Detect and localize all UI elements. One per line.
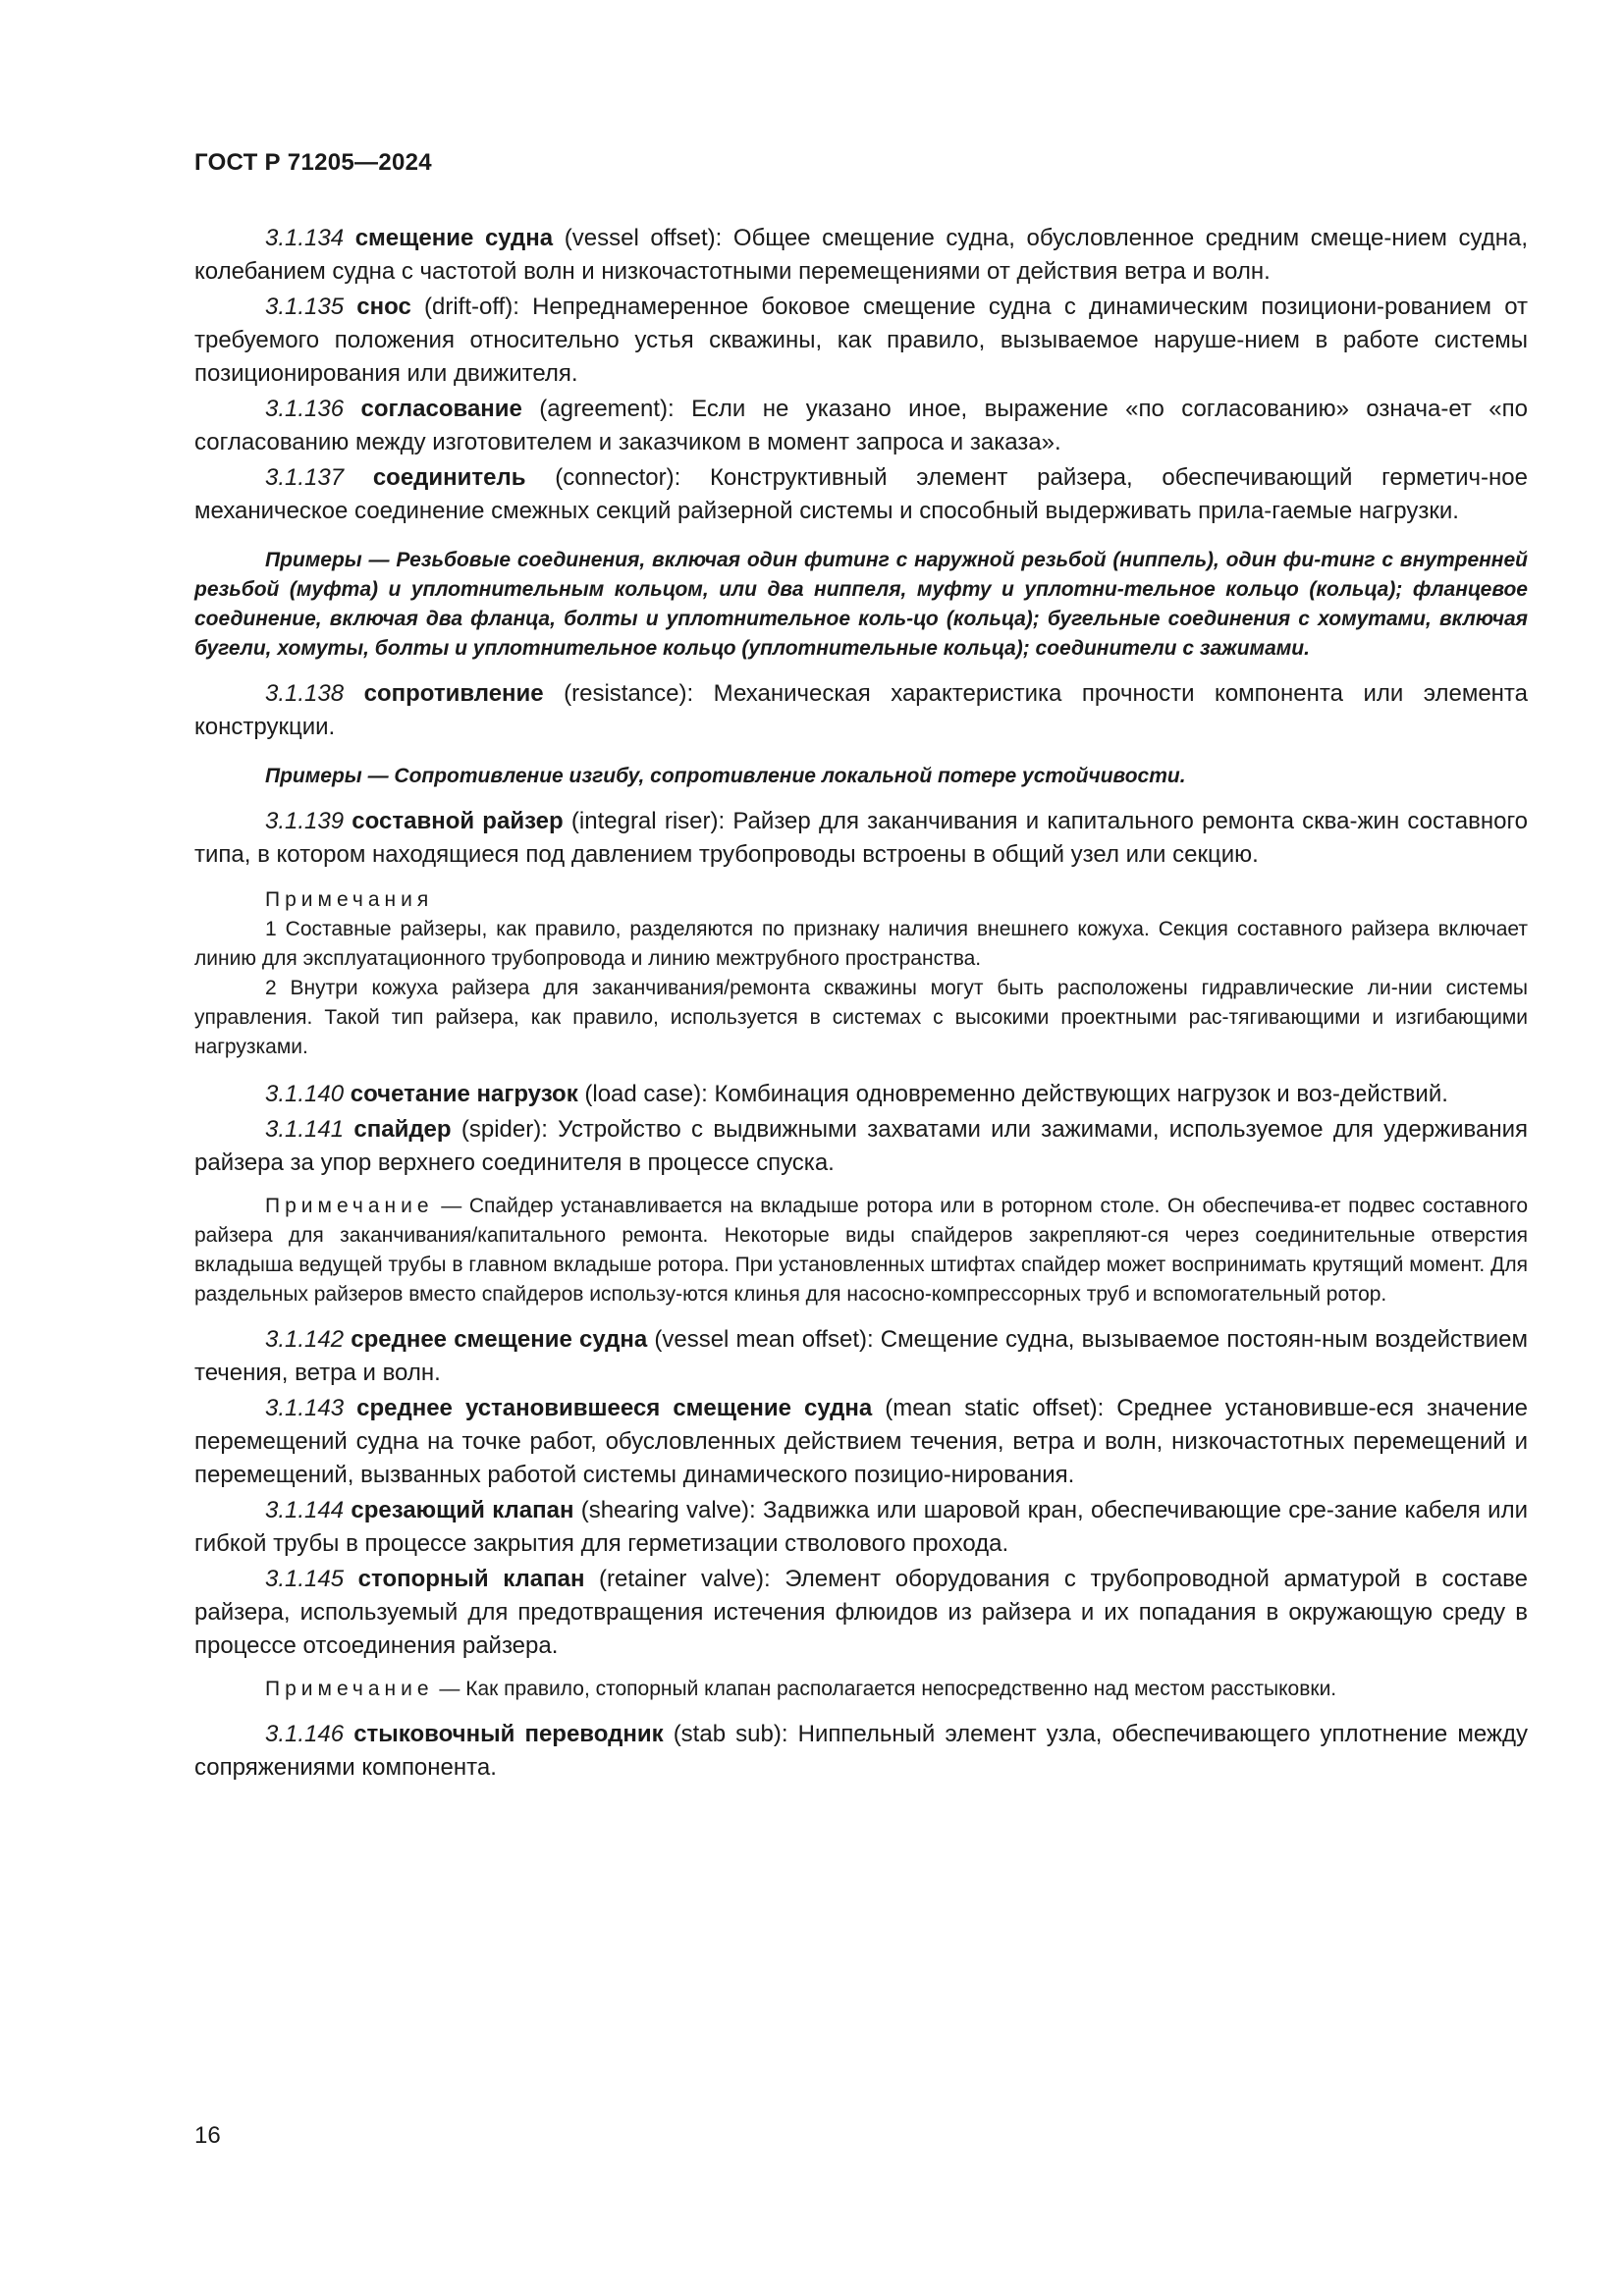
term-3-1-142 (194, 1323, 1528, 1390)
term-definition: (spider): Устройство с выдвижными захватами или зажимами, используемое для удерживания райзера за упор верхнего соединителя в процессе спуска. (194, 1116, 1528, 1176)
term-number: 3.1.146 (265, 1721, 345, 1747)
term-definition: (shearing valve): Задвижка или шаровой кран, обеспечивающие сре-зание кабеля или гибкой трубы в процессе закрытия для герметизации стволового прохода. (194, 1497, 1528, 1557)
note-text: — Как правило, стопорный клапан располагается непосредственно над местом расстыковки. (433, 1678, 1337, 1700)
term-name: сочетание нагрузок (350, 1081, 578, 1107)
term-name: согласование (360, 396, 522, 422)
term-3-1-143 (194, 1392, 1528, 1492)
term-name: срезающий клапан (351, 1497, 574, 1523)
term-3-1-136 (194, 393, 1528, 459)
term-3-1-141 (194, 1113, 1528, 1180)
term-definition: (retainer valve): Элемент оборудования с трубопроводной арматурой в составе райзера, используемый для предотвращения истечения флюидов из райзера и их попадания в окружающую среду в процессе отсоединения райзера. (194, 1566, 1528, 1659)
term-number: 3.1.139 (265, 808, 345, 834)
term-name: смещение судна (354, 225, 554, 251)
notes-heading: Примечания (265, 888, 434, 911)
term-definition: (vessel mean offset): Смещение судна, вызываемое постоян-ным воздействием течения, ветра и волн. (194, 1326, 1529, 1386)
term-name: стопорный клапан (357, 1566, 585, 1592)
term-number: 3.1.136 (265, 396, 345, 422)
term-number: 3.1.137 (265, 464, 345, 491)
term-3-1-138 (194, 677, 1528, 744)
term-name: соединитель (372, 464, 526, 491)
term-number: 3.1.140 (265, 1081, 345, 1107)
term-number: 3.1.142 (265, 1326, 345, 1353)
note-label: Примечание (265, 1678, 434, 1700)
note-3-1-145 (194, 1675, 1528, 1704)
term-definition: (mean static offset): Среднее установивше-еся значение перемещений судна на точке работ, обусловленных действием течения, ветра и волн, низкочастотных перемещений и перемещений, вызванных работой системы динамического позицио-нирования. (194, 1395, 1528, 1488)
term-number: 3.1.141 (265, 1116, 345, 1143)
term-definition: (stab sub): Ниппельный элемент узла, обеспечивающего уплотнение между сопряжениями компонента. (194, 1721, 1528, 1781)
term-name: среднее установившееся смещение судна (356, 1395, 873, 1421)
term-definition: (drift-off): Непреднамеренное боковое смещение судна с динамическим позициони-рованием от требуемого положения относительно устья скважины, как правило, вызываемое наруше-нием в работе системы позиционирования или движителя. (194, 294, 1529, 387)
term-definition: (integral riser): Райзер для заканчивания и капитального ремонта сква-жин составного типа, в котором находящиеся под давлением трубопроводы встроены в общий узел или секцию. (194, 808, 1529, 868)
document-header: ГОСТ Р 71205—2024 (194, 149, 432, 176)
term-3-1-135 (194, 291, 1528, 391)
term-name: стыковочный переводник (353, 1721, 664, 1747)
term-name: спайдер (353, 1116, 452, 1143)
term-number: 3.1.145 (265, 1566, 345, 1592)
note-label: Примечание (265, 1195, 434, 1217)
term-name: среднее смещение судна (351, 1326, 648, 1353)
term-3-1-146 (194, 1718, 1528, 1785)
term-name: сопротивление (363, 680, 544, 707)
notes-3-1-139 (194, 885, 1528, 1062)
document-body (194, 222, 1528, 1787)
term-3-1-144 (194, 1494, 1528, 1561)
term-number: 3.1.135 (265, 294, 345, 320)
example-3-1-138: Примеры — Сопротивление изгибу, сопротивление локальной потере устойчивости. (265, 765, 1186, 787)
term-3-1-140 (194, 1078, 1528, 1111)
note-3-1-141 (194, 1192, 1528, 1309)
term-definition: (vessel offset): Общее смещение судна, обусловленное средним смеще-нием судна, колебанием судна с частотой волн и низкочастотными перемещениями от действия ветра и волн. (194, 225, 1528, 285)
term-name: снос (356, 294, 411, 320)
term-3-1-145 (194, 1563, 1528, 1663)
term-number: 3.1.144 (265, 1497, 345, 1523)
term-definition: (connector): Конструктивный элемент райзера, обеспечивающий герметич-ное механическое соединение смежных секций райзерной системы и способный выдерживать прила-гаемые нагрузки. (194, 464, 1528, 524)
term-3-1-134 (194, 222, 1528, 289)
term-definition: (agreement): Если не указано иное, выражение «по согласованию» означа-ет «по согласованию между изготовителем и заказчиком в момент запроса и заказа». (194, 396, 1528, 455)
term-number: 3.1.134 (265, 225, 345, 251)
term-definition: (load case): Комбинация одновременно действующих нагрузок и воз-действий. (577, 1081, 1448, 1107)
note-item: 1 Составные райзеры, как правило, разделяются по признаку наличия внешнего кожуха. Секция составного райзера включает линию для эксплуатационного трубопровода и линию межтрубного пространства. (194, 918, 1528, 970)
term-number: 3.1.138 (265, 680, 345, 707)
term-number: 3.1.143 (265, 1395, 345, 1421)
term-3-1-137 (194, 461, 1528, 528)
term-definition: (resistance): Механическая характеристика прочности компонента или элемента конструкции. (194, 680, 1528, 740)
term-name: составной райзер (352, 808, 564, 834)
note-item: 2 Внутри кожуха райзера для заканчивания/ремонта скважины могут быть расположены гидравлические ли-нии системы управления. Такой тип райзера, как правило, используется в системах с высокими проектными рас-тягивающими и изгибающими нагрузками. (194, 977, 1528, 1058)
term-3-1-139 (194, 805, 1528, 872)
page-number: 16 (194, 2122, 221, 2149)
note-text: — Спайдер устанавливается на вкладыше ротора или в роторном столе. Он обеспечива-ет подвес составного райзера для заканчивания/капитального ремонта. Некоторые виды спайдеров закрепляют-ся через соединительные отверстия вкладыша ведущей трубы в главном вкладыше ротора. При установленных штифтах спайдер может воспринимать крутящий момент. Для раздельных райзеров вместо спайдеров использу-ются клинья для насосно-компрессорных труб и вспомогательный ротор. (194, 1195, 1528, 1306)
example-3-1-137: Примеры — Резьбовые соединения, включая один фитинг с наружной резьбой (ниппель), один фи-тинг с внутренней резьбой (муфта) и уплотнительным кольцом, или два ниппеля, муфту и уплотни-тельное кольцо (кольца); фланцевое соединение, включая два фланца, болты и уплотнительное коль-цо (кольца); бугельные соединения с хомутами, включая бугели, хомуты, болты и уплотнительное кольцо (уплотнительные кольца); соединители с зажимами. (194, 549, 1528, 660)
